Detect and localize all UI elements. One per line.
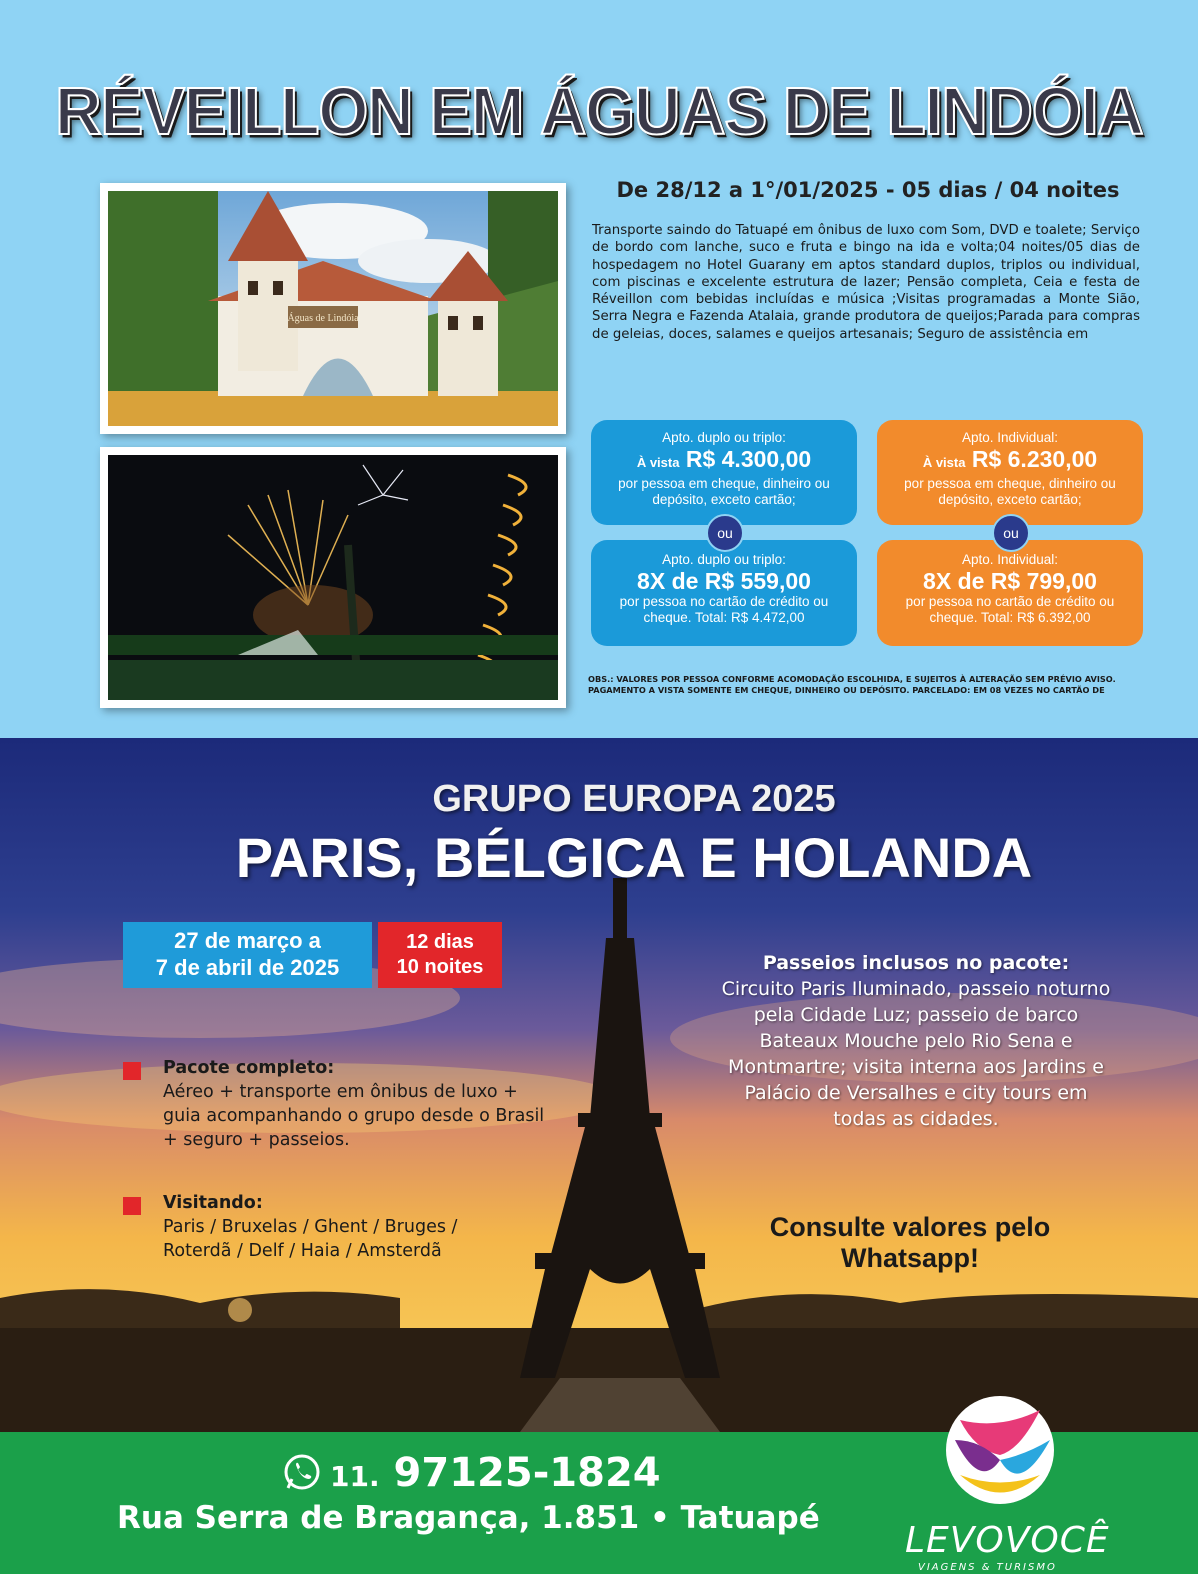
price-note: por pessoa em cheque, dinheiro ou depósito, exceto cartão; [618,476,830,507]
consulte-whatsapp: Consulte valores pelo Whatsapp! [769,1212,1051,1273]
photo-fireworks [100,447,566,708]
price-value: R$ 6.230,00 [971,446,1098,472]
photo-portal-aguas-de-lindoia [100,183,566,434]
price-value: 8X de R$ 559,00 [637,568,811,594]
price-label: Apto. Individual: [961,430,1059,445]
price-individual-parcelado [877,540,1143,646]
europa-title: PARIS, BÉLGICA E HOLANDA [235,826,1033,889]
phone-prefix: 11. [330,1460,380,1493]
or-badge-duplo: ou [706,514,744,552]
reveillon-obs [588,674,1148,696]
price-duplo-parcelado [591,540,857,646]
price-label: Apto. duplo ou triplo: [662,552,786,567]
reveillon-title: RÉVEILLON EM ÁGUAS DE LINDÓIA [55,73,1143,149]
reveillon-dates: De 28/12 a 1°/01/2025 - 05 dias / 04 noites [616,178,1120,202]
logo-tagline: VIAGENS & TURISMO [918,1562,1057,1573]
bullet-square-icon [123,1197,141,1215]
whatsapp-icon [282,1452,322,1492]
address: Rua Serra de Bragança, 1.851 • Tatuapé [117,1500,820,1536]
dates-line-1: 27 de março a [174,928,321,953]
logo-wordmark: LEVOVOCÊ [905,1520,1110,1561]
phone-number: 97125-1824 [393,1450,661,1496]
price-individual-avista [877,420,1143,525]
gate-sign-text: Águas de Lindóia [287,313,359,324]
price-prefix: À vista [636,455,680,470]
bullet-square-icon [123,1062,141,1080]
pacote-text: Aéreo + transporte em ônibus de luxo + guia acompanhando o grupo desde o Brasil + seguro + passeios. [163,1082,545,1150]
price-label: Apto. duplo ou triplo: [662,430,786,445]
europa-subtitle: GRUPO EUROPA 2025 [432,778,836,820]
price-value: 8X de R$ 799,00 [923,568,1097,594]
price-note: por pessoa em cheque, dinheiro ou depósito, exceto cartão; [904,476,1116,507]
visitando-block [163,1191,523,1263]
europa-dates-box [123,922,372,988]
price-duplo-avista [591,420,857,525]
days-line-1: 12 dias [406,931,474,953]
days-line-2: 10 noites [396,956,484,978]
price-note: por pessoa no cartão de crédito ou cheque. Total: R$ 6.392,00 [905,594,1115,625]
price-value: R$ 4.300,00 [685,446,812,472]
phone-contact[interactable] [282,1450,661,1496]
reveillon-description: Transporte saindo do Tatuapé em ônibus de luxo com Som, DVD e toalete; Serviço de bordo com lanche, suco e fruta e bingo na ida e volta;04 noites/05 dias de hospedagem no Hotel Guarany em aptos standard duplos, triplos ou individual, com piscinas e excelente estrutura de lazer; Pensão completa, Ceia e festa de Réveillon com bebidas incluídas e música ;Visitas programadas a Monte Sião, Serra Negra e Fazenda Atalaia, grande produtora de queijos;Parada para compras de geleias, doces, salames e queijos artesanais; Seguro de assistência em [592,223,1140,342]
visitando-text: Paris / Bruxelas / Ghent / Bruges / Roterdã / Delf / Haia / Amsterdã [163,1217,458,1261]
passeios-text: Circuito Paris Iluminado, passeio noturno pela Cidade Luz; passeio de barco Bateaux Mouche pelo Rio Sena e Montmartre; visita interna aos Jardins e Palácio de Versalhes e city tours em todas as cidades. [721,978,1111,1130]
visitando-title: Visitando: [163,1193,263,1213]
pacote-title: Pacote completo: [163,1058,335,1078]
price-label: Apto. Individual: [961,552,1059,567]
passeios-title: Passeios inclusos no pacote: [762,952,1070,974]
dates-line-2: 7 de abril de 2025 [155,955,340,980]
obs-line-2: PAGAMENTO A VISTA SOMENTE EM CHEQUE, DINHEIRO OU DEPÓSITO. PARCELADO: EM 08 VEZES NO CARTÃO DE [588,685,1105,695]
price-prefix: À vista [922,455,966,470]
price-note: por pessoa no cartão de crédito ou cheque. Total: R$ 4.472,00 [619,594,829,625]
obs-line-1: OBS.: VALORES POR PESSOA CONFORME ACOMODAÇÃO ESCOLHIDA, E SUJEITOS À ALTERAÇÃO SEM PRÉVIO AVISO. [588,674,1116,684]
passeios-block [716,950,1116,1132]
or-badge-individual: ou [992,514,1030,552]
pacote-block [163,1056,553,1152]
europa-days-box [378,922,502,988]
